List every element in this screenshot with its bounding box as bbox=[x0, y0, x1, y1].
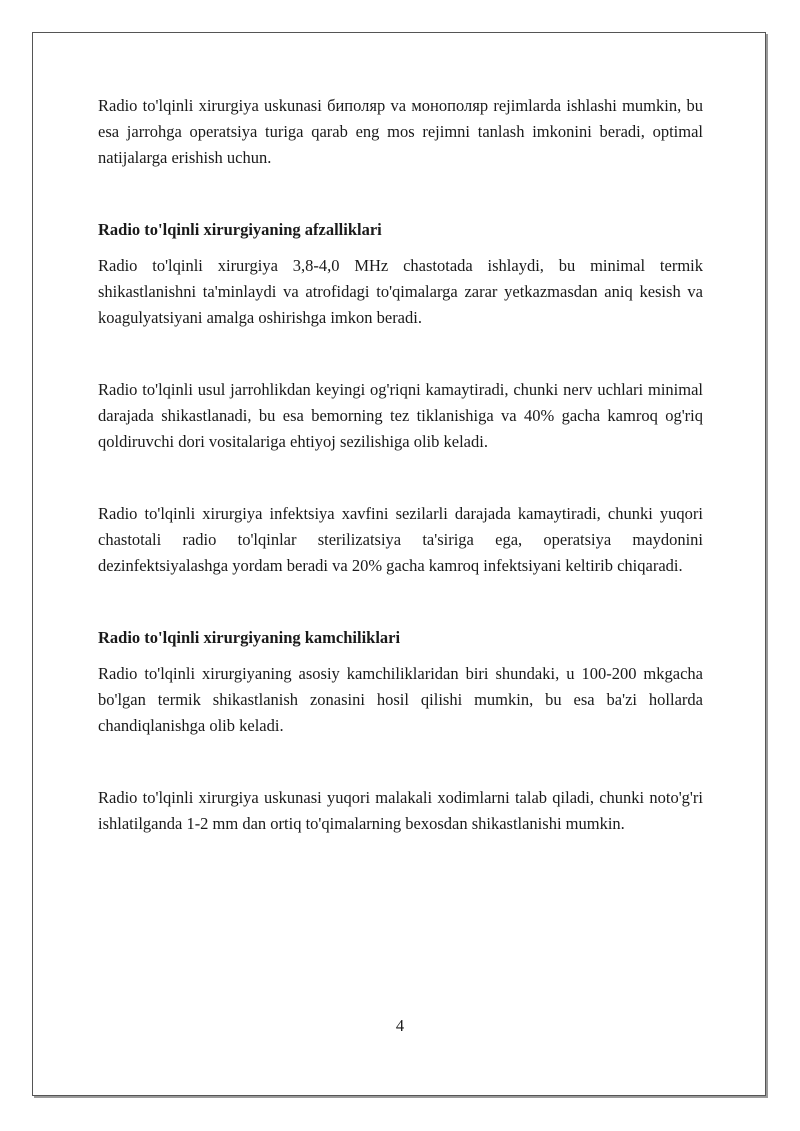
heading-disadvantages: Radio to'lqinli xirurgiyaning kamchiliklari bbox=[98, 628, 401, 647]
paragraph-advantage-frequency: Radio to'lqinli xirurgiya 3,8-4,0 MHz chastotada ishlaydi, bu minimal termik shikastlanishni ta'minlaydi va atrofidagi to'qimalarga zarar yetkazmasdan aniq kesish va koagulyatsiyani amalga oshirishga imkon beradi. bbox=[98, 256, 703, 327]
paragraph-disadvantage-staff: Radio to'lqinli xirurgiya uskunasi yuqori malakali xodimlarni talab qiladi, chunki noto'g'ri ishlatilganda 1-2 mm dan ortiq to'qimalarning bexosdan shikastlanishi mumkin. bbox=[98, 788, 703, 833]
paragraph-advantage-pain: Radio to'lqinli usul jarrohlikdan keyingi og'riqni kamaytiradi, chunki nerv uchlari minimal darajada shikastlanadi, bu esa bemorning tez tiklanishiga va 40% gacha kamroq og'riq qoldiruvchi dori vositalariga ehtiyoj sezilishiga olib keladi. bbox=[98, 380, 703, 451]
page-number: 4 bbox=[395, 1016, 405, 1035]
paragraph-advantage-infection: Radio to'lqinli xirurgiya infektsiya xavfini sezilarli darajada kamaytiradi, chunki yuqori chastotali radio to'lqinlar sterilizatsiya ta'siriga ega, operatsiya maydonini dezinfektsiyalashga yordam beradi va 20% gacha kamroq infektsiyani keltirib chiqaradi. bbox=[98, 504, 703, 575]
page-content bbox=[98, 93, 703, 837]
paragraph-intro: Radio to'lqinli xirurgiya uskunasi биполяр va монополяр rejimlarda ishlashi mumkin, bu esa jarrohga operatsiya turiga qarab eng mos rejimni tanlash imkonini beradi, optimal natijalarga erishish uchun. bbox=[98, 96, 703, 167]
heading-advantages: Radio to'lqinli xirurgiyaning afzalliklari bbox=[98, 220, 382, 239]
document-page bbox=[32, 32, 766, 1096]
paragraph-disadvantage-thermal: Radio to'lqinli xirurgiyaning asosiy kamchiliklaridan biri shundaki, u 100-200 mkgacha bo'lgan termik shikastlanish zonasini hosil qilishi mumkin, bu esa ba'zi hollarda chandiqlanishga olib keladi. bbox=[98, 664, 703, 735]
